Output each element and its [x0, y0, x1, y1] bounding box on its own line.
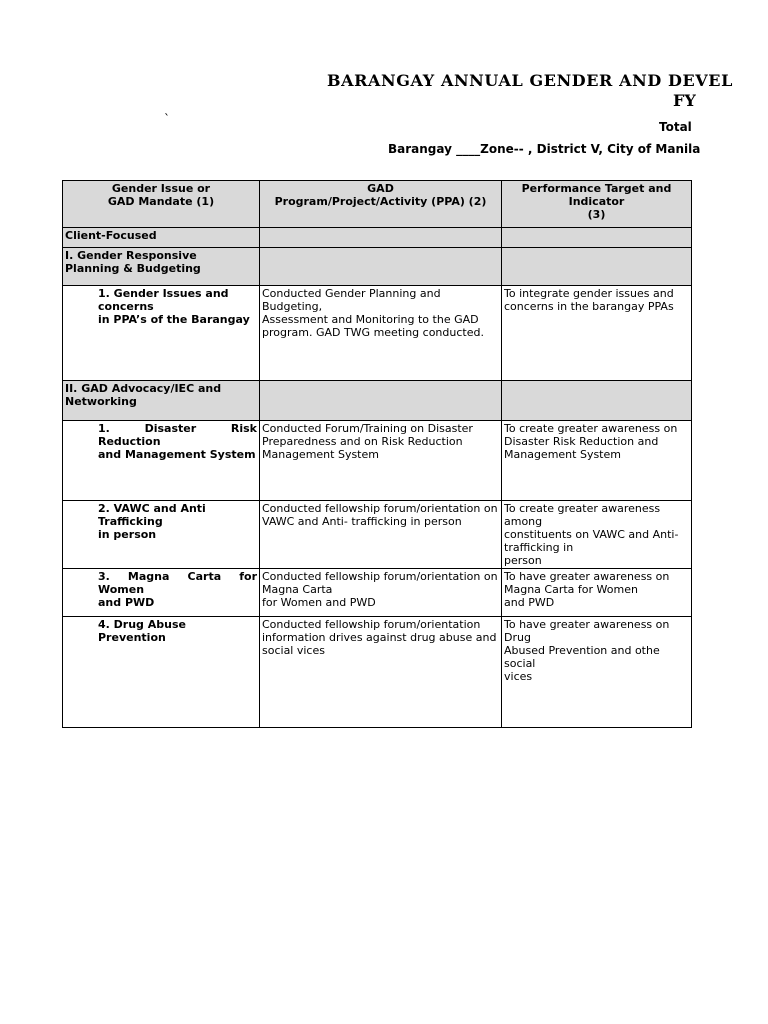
table-cell — [260, 248, 502, 286]
column-header-gender-issue: Gender Issue or GAD Mandate (1) — [63, 181, 260, 228]
table-row — [63, 248, 692, 286]
table-header-row — [63, 181, 692, 228]
performance-target-cell: To have greater awareness on Magna Carta for Women and PWD — [502, 569, 692, 617]
performance-target-cell: To have greater awareness on Drug Abused Prevention and othe social vices — [502, 617, 692, 728]
gender-issue-cell: 1. Disaster Risk Reduction and Management System — [63, 421, 260, 501]
table-row — [63, 421, 692, 501]
table-row — [63, 286, 692, 381]
section-label: II. GAD Advocacy/IEC and Networking — [63, 381, 260, 421]
table-row — [63, 569, 692, 617]
total-label: Total — [659, 120, 692, 134]
section-label: I. Gender Responsive Planning & Budgeting — [63, 248, 260, 286]
ppa-cell: Conducted fellowship forum/orientation information drives against drug abuse and social vices — [260, 617, 502, 728]
performance-target-cell: To integrate gender issues and concerns in the barangay PPAs — [502, 286, 692, 381]
document-title: BARANGAY ANNUAL GENDER AND DEVEL — [327, 71, 733, 90]
barangay-location: Barangay ____Zone-- , District V, City of Manila — [388, 142, 701, 156]
gender-issue-cell: 1. Gender Issues and concerns in PPA’s of the Barangay — [63, 286, 260, 381]
fiscal-year-label: FY — [673, 91, 696, 110]
column-header-performance-target: Performance Target and Indicator (3) — [502, 181, 692, 228]
ppa-cell: Conducted fellowship forum/orientation on Magna Carta for Women and PWD — [260, 569, 502, 617]
table-cell — [260, 228, 502, 248]
section-label: Client-Focused — [63, 228, 260, 248]
table-cell — [502, 228, 692, 248]
table-row — [63, 381, 692, 421]
table-row — [63, 228, 692, 248]
ppa-cell: Conducted Gender Planning and Budgeting, Assessment and Monitoring to the GAD program. GAD TWG meeting conducted. — [260, 286, 502, 381]
table-row — [63, 501, 692, 569]
table-cell — [502, 381, 692, 421]
stray-mark: ` — [164, 112, 170, 126]
performance-target-cell: To create greater awareness among constituents on VAWC and Anti- trafficking in person — [502, 501, 692, 569]
performance-target-cell: To create greater awareness on Disaster Risk Reduction and Management System — [502, 421, 692, 501]
table-cell — [502, 248, 692, 286]
gender-issue-cell: 3. Magna Carta for Women and PWD — [63, 569, 260, 617]
ppa-cell: Conducted fellowship forum/orientation on VAWC and Anti- trafficking in person — [260, 501, 502, 569]
column-header-ppa: GAD Program/Project/Activity (PPA) (2) — [260, 181, 502, 228]
gender-issue-cell: 2. VAWC and Anti Trafficking in person — [63, 501, 260, 569]
gender-issue-cell: 4. Drug Abuse Prevention — [63, 617, 260, 728]
ppa-cell: Conducted Forum/Training on Disaster Preparedness and on Risk Reduction Management System — [260, 421, 502, 501]
table-row — [63, 617, 692, 728]
table-cell — [260, 381, 502, 421]
gad-plan-table — [62, 180, 692, 728]
